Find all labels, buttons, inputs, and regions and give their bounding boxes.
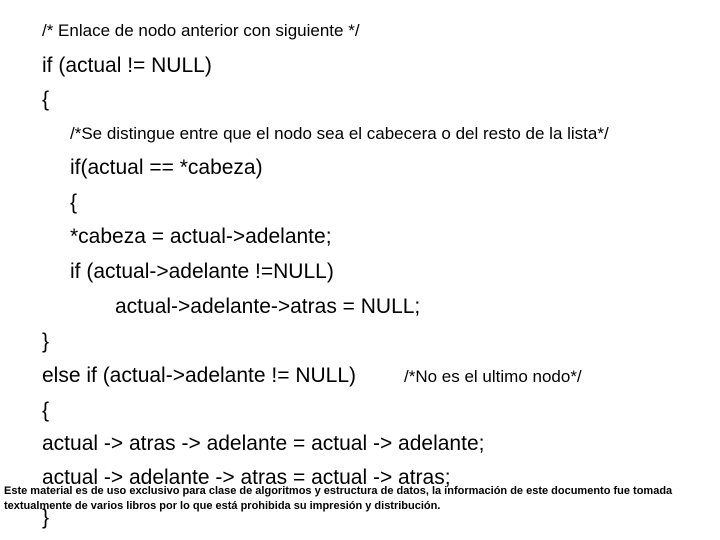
code-assign-cabeza: *cabeza = actual->adelante; xyxy=(70,225,332,248)
comment-header: /* Enlace de nodo anterior con siguiente */ xyxy=(42,21,360,40)
disclaimer-text: Este material es de uso exclusivo para clase de algoritmos y estructura de datos, la información de este documento fue tomada textualmente de varios libros por lo que está prohibida su impresión y distribución. xyxy=(4,485,673,512)
code-open-brace: { xyxy=(42,399,50,422)
code-open-brace: { xyxy=(42,88,50,111)
code-assign-atras-null: actual->adelante->atras = NULL; xyxy=(115,295,421,318)
code-close-brace: } xyxy=(42,330,50,353)
code-if-actual: if (actual != NULL) xyxy=(42,54,212,77)
comment-distingue: /*Se distingue entre que el nodo sea el cabecera o del resto de la lista*/ xyxy=(70,124,609,143)
code-close-brace: } xyxy=(42,506,50,529)
code-if-cabeza: if(actual == *cabeza) xyxy=(70,156,263,179)
code-assign-atras: actual -> adelante -> atras = actual -> atras; xyxy=(42,466,451,489)
comment-ultimo: /*No es el ultimo nodo*/ xyxy=(404,367,582,386)
code-open-brace: { xyxy=(70,191,78,214)
code-else-if: else if (actual->adelante != NULL) xyxy=(42,364,357,387)
code-assign-adelante: actual -> atras -> adelante = actual -> adelante; xyxy=(42,432,485,455)
code-if-adelante: if (actual->adelante !=NULL) xyxy=(70,260,334,283)
